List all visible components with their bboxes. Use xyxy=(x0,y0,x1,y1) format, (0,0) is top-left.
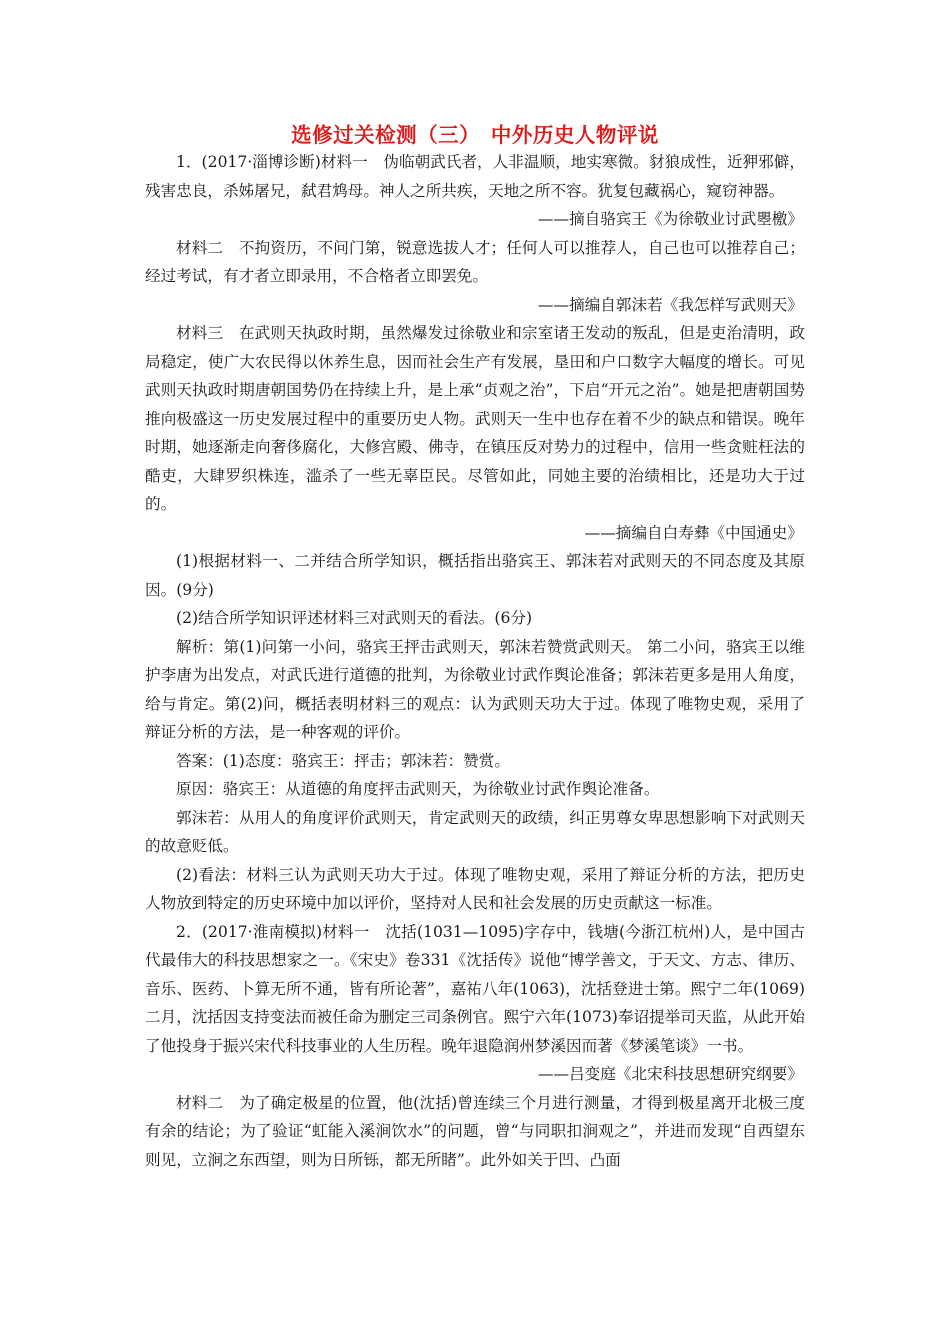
q1-reason-2: 郭沫若：从用人的角度评价武则天，肯定武则天的政绩，纠正男尊女卑思想影响下对武则天的故意贬低。 xyxy=(145,808,805,855)
q2-material-1: 2．(2017·淮南模拟)材料一 沈括(1031—1095)字存中，钱塘(今浙江杭州)人，是中国古代最伟大的科技思想家之一。《宋史》卷331《沈括传》说他“博学善文，于天文、方志、律历、音乐、医药、卜算无所不通，皆有所论著”，嘉祐八年(1063)，沈括登进士第。熙宁二年(1069)二月，沈括因支持变法而被任命为删定三司条例官。熙宁六年(1073)奉诏提举司天监，从此开始了他投身于振兴宋代科技事业的人生历程。晚年退隐润州梦溪因而著《梦溪笔谈》一书。 xyxy=(145,922,806,1055)
q2-material-2: 材料二 为了确定极星的位置，他(沈括)曾连续三个月进行测量，才得到极星离开北极三度有余的结论；为了验证“虹能入溪涧饮水”的问题，曾“与同职扣涧观之”，并进而发现“自西望东则见，立涧之东西望，则为日所铄，都无所睹”。此外如关于凹、凸面 xyxy=(145,1093,805,1169)
q1-material-1: 1．(2017·淄博诊断)材料一 伪临朝武氏者，人非温顺，地实寒微。豺狼成性，近狎邪僻，残害忠良，杀姊屠兄，弑君鸩母。神人之所共疾，天地之所不容。犹复包藏祸心，窥窃神器。 xyxy=(145,153,805,200)
q1-answer-2: (2)看法：材料三认为武则天功大于过。体现了唯物史观，采用了辩证分析的方法，把历史人物放到特定的历史环境中加以评价，坚持对人民和社会发展的历史贡献这一标准。 xyxy=(145,865,805,912)
q1-material-2-source: ——摘编自郭沫若《我怎样写武则天》 xyxy=(537,295,803,314)
q1-question-1: (1)根据材料一、二并结合所学知识，概括指出骆宾王、郭沫若对武则天的不同态度及其原因。(9分) xyxy=(145,552,805,599)
q1-reason-1: 原因：骆宾王：从道德的角度抨击武则天，为徐敬业讨武作舆论准备。 xyxy=(176,780,660,798)
q2-material-1-source: ——吕变庭《北宋科技思想研究纲要》 xyxy=(537,1065,803,1083)
q1-material-3: 材料三 在武则天执政时期，虽然爆发过徐敬业和宗室诸王发动的叛乱，但是吏治清明，政局稳定，使广大农民得以休养生息，因而社会生产有发展，垦田和户口数字大幅度的增长。可见武则天执政时期唐朝国势仍在持续上升，是上承“贞观之治”，下启“开元之治”。她是把唐朝国势推向极盛这一历史发展过程中的重要历史人物。武则天一生中也存在着不少的缺点和错误。晚年时期，她逐渐走向奢侈腐化，大修宫殿、佛寺，在镇压反对势力的过程中，信用一些贪赃枉法的酷吏，大肆罗织株连，滥杀了一些无辜臣民。尽管如此，同她主要的治绩相比，还是功大于过的。 xyxy=(145,324,805,513)
document-page xyxy=(145,122,805,1174)
q1-analysis: 解析：第(1)问第一小问，骆宾王抨击武则天，郭沫若赞赏武则天。 第二小问，骆宾王以维护李唐为出发点，对武氏进行道德的批判，为徐敬业讨武作舆论准备；郭沫若更多是用人角度，给与肯定。第(2)问，概括表明材料三的观点：认为武则天功大于过。体现了唯物史观，采用了辩证分析的方法，是一种客观的评价。 xyxy=(145,637,805,741)
q1-material-1-source: ——摘自骆宾王《为徐敬业讨武瞾檄》 xyxy=(537,210,803,228)
q1-answer-1: 答案：(1)态度：骆宾王：抨击；郭沫若：赞赏。 xyxy=(176,751,510,770)
page-title: 选修过关检测（三） 中外历史人物评说 xyxy=(291,123,659,147)
q1-material-3-source: ——摘编自白寿彝《中国通史》 xyxy=(584,523,803,542)
q1-material-2: 材料二 不拘资历，不问门第，锐意选拔人才；任何人可以推荐人，自己也可以推荐自己；经过考试，有才者立即录用，不合格者立即罢免。 xyxy=(145,238,805,285)
q1-question-2: (2)结合所学知识评述材料三对武则天的看法。(6分) xyxy=(176,609,533,627)
